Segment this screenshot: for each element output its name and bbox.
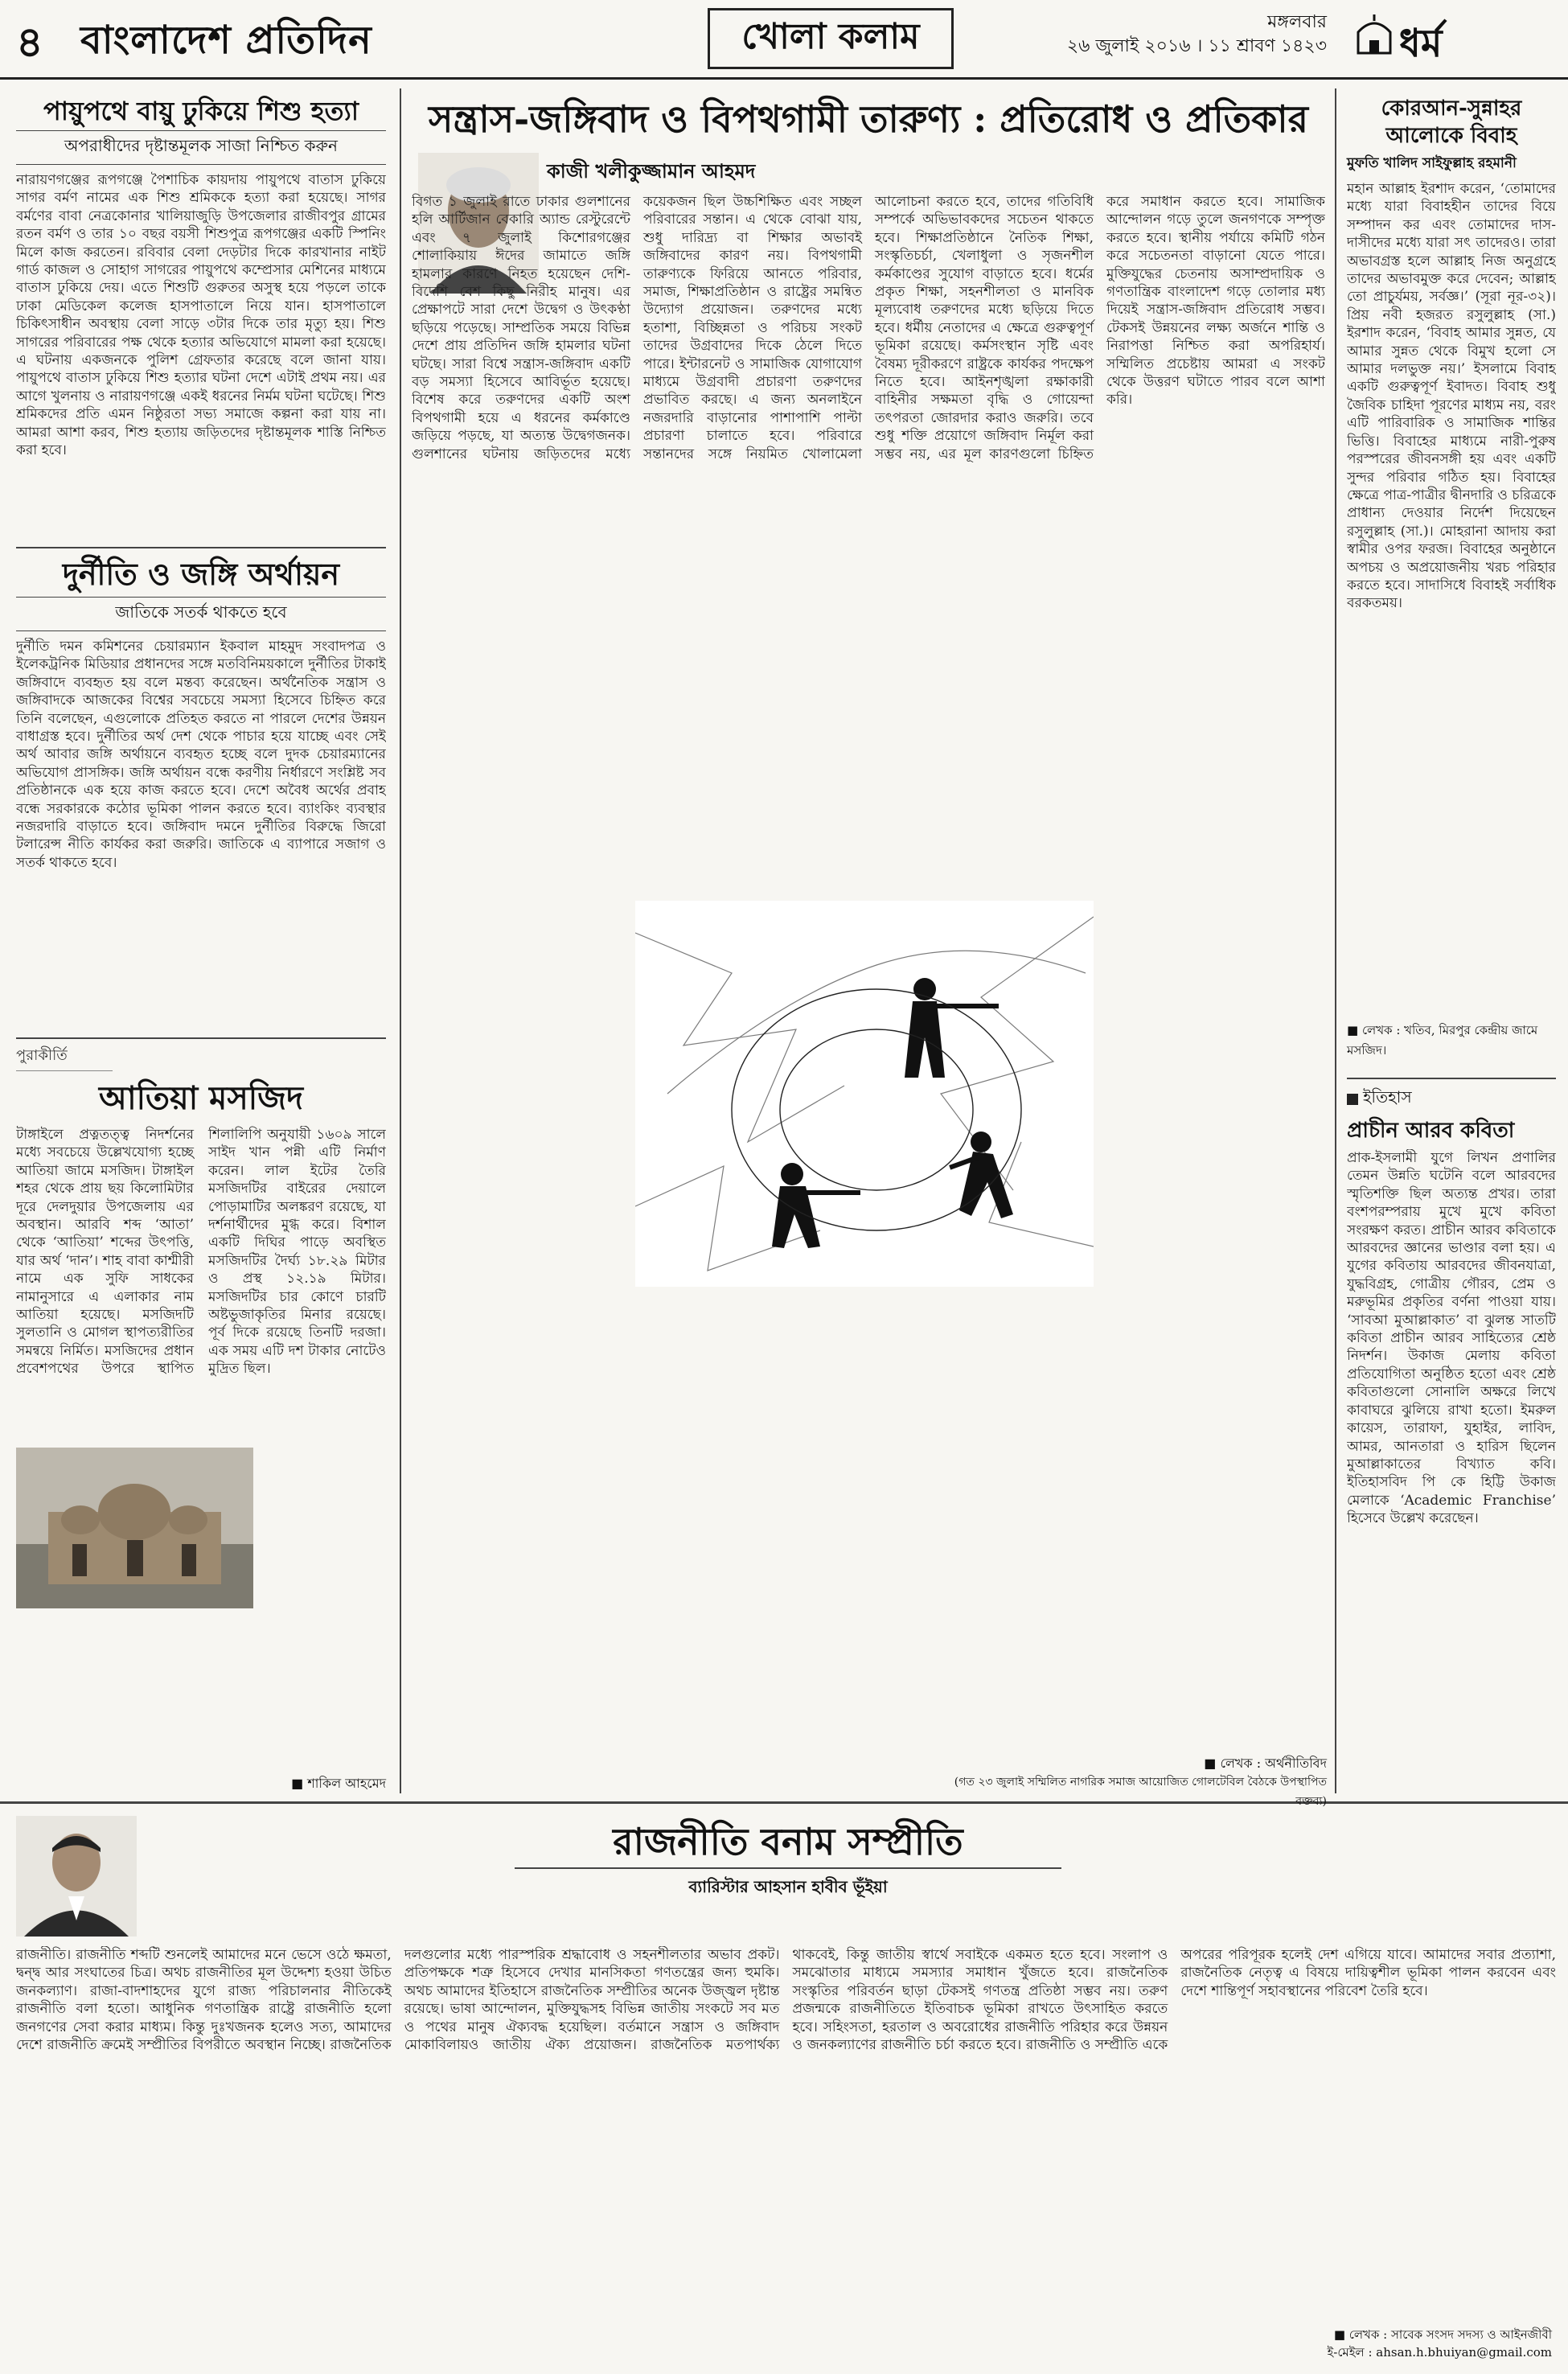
editorial-1-title: পায়ুপথে বায়ু ঢুকিয়ে শিশু হত্যা	[43, 96, 359, 126]
bottom-author-photo	[16, 1816, 137, 1937]
heritage-article	[16, 1044, 386, 1769]
religion-author-note: ■ লেখক : খতিব, মিরপুর কেন্দ্রীয় জামে মসজিদ।	[1347, 1023, 1538, 1058]
column-rule	[400, 88, 401, 1793]
lead-author-note: ■ লেখক : অর্থনীতিবিদ	[1204, 1756, 1327, 1771]
history-kicker: ইতিহাস	[1363, 1087, 1412, 1107]
religion-article	[1347, 95, 1556, 1062]
section-title: খোলা কলাম	[708, 8, 954, 69]
lead-illustration	[635, 901, 1094, 1287]
bottom-author-note: ■ লেখক : সাবেক সংসদ সদস্য ও আইনজীবী	[1333, 2327, 1552, 2342]
section-divider	[0, 1801, 1568, 1804]
bottom-title: রাজনীতি বনাম সম্প্রীতি	[515, 1819, 1061, 1869]
religion-author: মুফতি খালিদ সাইফুল্লাহ রহমানী	[1347, 155, 1517, 171]
bottom-author: ব্যারিস্টার আহসান হাবীব ভূঁইয়া	[688, 1877, 888, 1896]
atia-mosque-photo	[16, 1448, 253, 1608]
lead-footnote: (গত ২৩ জুলাই সম্মিলিত নাগরিক সমাজ আয়োজিত গোলটেবিল বৈঠকে উপস্থাপিত বক্তব্য)	[954, 1776, 1327, 1808]
lead-author: কাজী খলীকুজ্জামান আহমদ	[547, 159, 756, 183]
kicker-square-icon	[1347, 1094, 1358, 1105]
religion-title: কোরআন-সুন্নাহর আলোকে বিবাহ	[1381, 97, 1522, 148]
history-body: প্রাক-ইসলামী যুগে লিখন প্রণালির তেমন উন্নতি ঘটেনি বলে আরবদের স্মৃতিশক্তি ছিল অত্যন্ত প্রখর। তারা বংশপরম্পরায় মুখে মুখে কবিতা সংরক্ষণ করত। প্রাচীন আরব কবিতাকে আরবদের জ্ঞানের ভাণ্ডার বলা হয়। এ যুগের কবিতায় আরবদের জীবনযাত্রা, যুদ্ধবিগ্রহ, গোত্রীয় গৌরব, প্রেম ও মরুভূমির প্রকৃতির বর্ণনা পাওয়া যায়। ‘সাবআ মুআল্লাকাত’ বা ঝুলন্ত সাতটি কবিতা প্রাচীন আরব সাহিত্যের শ্রেষ্ঠ নিদর্শন। উকাজ মেলায় কবিতা প্রতিযোগিতা অনুষ্ঠিত হতো এবং শ্রেষ্ঠ কবিতাগুলো সোনালি অক্ষরে লিখে কাবাঘরে ঝুলিয়ে রাখা হতো। ইমরুল কায়েস, তারাফা, যুহাইর, লাবিদ, আমর, আনতারা ও হারিস ছিলেন মুআল্লাকাতের বিখ্যাত কবি। ইতিহাসবিদ পি কে হিট্টি উকাজ মেলাকে ‘Academic Franchise’ হিসেবে উল্লেখ করেছেন।	[1347, 1150, 1556, 1527]
editorial-2-body: দুর্নীতি দমন কমিশনের চেয়ারম্যান ইকবাল মাহমুদ সংবাদপত্র ও ইলেকট্রনিক মিডিয়ার প্রধানদের সঙ্গে মতবিনিময়কালে দুর্নীতির টাকাই জঙ্গিবাদে ব্যবহৃত হয় বলে মন্তব্য করেছেন। অর্থনৈতিক সন্ত্রাস ও জঙ্গিবাদকে আজকের বিশ্বের সবচেয়ে সমস্যা হিসেবে চিহ্নিত করে তিনি বলেছেন, এগুলোকে প্রতিহত করতে না পারলে দেশের উন্নয়ন বাধাগ্রস্ত হবে। দুর্নীতির অর্থ দেশ থেকে পাচার হয়ে যাচ্ছে এবং সেই অর্থ আবার জঙ্গি অর্থায়নে ব্যবহৃত হচ্ছে বলে দুদক চেয়ারম্যানের অভিযোগ প্রাসঙ্গিক। জঙ্গি অর্থায়ন বন্ধে করণীয় নির্ধারণে সংশ্লিষ্ট সব প্রতিষ্ঠানকে এক হয়ে কাজ করতে হবে। দেশে অবৈধ অর্থের প্রবাহ বন্ধে সরকারকে কঠোর ভূমিকা পালন করতে হবে। ব্যাংকিং ব্যবস্থার নজরদারি বাড়াতে হবে। জঙ্গিবাদ দমনে দুর্নীতির বিরুদ্ধে জিরো টলারেন্স নীতি কার্যকর করা জরুরি। জাতিকে এ ব্যাপারে সজাগ ও সতর্ক থাকতে হবে।	[16, 639, 386, 871]
history-kicker-row	[1347, 1086, 1556, 1112]
lead-title	[412, 97, 1325, 142]
editorial-1-body: নারায়ণগঞ্জের রূপগঞ্জে পৈশাচিক কায়দায় পায়ুপথে বাতাস ঢুকিয়ে সাগর বর্মণ নামের এক শিশু শ্রমিককে হত্যা করা হয়েছে। সাগর বর্মণের বাবা নেত্রকোনার খালিয়াজুড়ি উপজেলার রাজীবপুর গ্রামের রতন বর্মণ ও তার ১০ বছর বয়সী শিশুপুত্র রূপগঞ্জের একটি স্পিনিং মিলে কাজ করতেন। রবিবার বেলা দেড়টার দিকে কারখানার নাইট গার্ড কাজল ও সোহাগ সাগরের পায়ুপথে কম্প্রেসার মেশিনের মাধ্যমে বাতাস ঢুকিয়ে দেয়। এতে শিশুটি গুরুতর অসুস্থ হয়ে পড়লে তাকে ঢাকা মেডিকেল কলেজ হাসপাতালে নিয়ে যান। হাসপাতালে চিকিৎসাধীন অবস্থায় বেলা সাড়ে ৩টার দিকে তার মৃত্যু হয়। শিশু সাগরের পরিবারের পক্ষ থেকে হত্যার অভিযোগে মামলা করা হয়েছে। এ ঘটনায় একজনকে পুলিশ গ্রেফতার করেছে বলে জানা যায়। পায়ুপথে বাতাস ঢুকিয়ে শিশু হত্যার ঘটনা দেশে এটাই প্রথম নয়। এর আগে খুলনায় ও নারায়ণগঞ্জে একই ধরনের নির্মম ঘটনা ঘটেছে। শিশু শ্রমিকদের প্রতি এমন নিষ্ঠুরতা সভ্য সমাজে কল্পনা করা যায় না। আমরা আশা করব, শিশু হত্যায় জড়িতদের দৃষ্টান্তমূলক শাস্তি নিশ্চিত করা হবে।	[16, 172, 386, 459]
page-number: ৪	[16, 18, 43, 67]
history-title: প্রাচীন আরব কবিতা	[1347, 1119, 1515, 1143]
editorial-divider	[16, 547, 386, 548]
date-line: ২৬ জুলাই ২০১৬ । ১১ শ্রাবণ ১৪২৩	[1066, 36, 1327, 56]
lead-body: বিগত ১ জুলাই রাতে ঢাকার গুলশানের হলি আর্টিজান বেকারি অ্যান্ড রেস্টুরেন্টে এবং ৭ জুলাই কিশোরগঞ্জের শোলাকিয়ায় ঈদের জামাতে জঙ্গি হামলার কারণে নিহত হয়েছেন দেশি-বিদেশি বেশ কিছু নিরীহ মানুষ। এর প্রেক্ষাপটে সারা দেশে উদ্বেগ ও উৎকণ্ঠা ছড়িয়ে পড়েছে। সাম্প্রতিক সময়ে বিভিন্ন দেশে প্রায় প্রতিদিন জঙ্গি হামলার ঘটনা ঘটছে। সারা বিশ্বে সন্ত্রাস-জঙ্গিবাদ একটি বড় সমস্যা হিসেবে আবির্ভূত হয়েছে। বিশেষ করে তরুণদের একটি অংশ বিপথগামী হয়ে এ ধরনের কর্মকাণ্ডে জড়িয়ে পড়ছে, যা অত্যন্ত উদ্বেগজনক। গুলশানের ঘটনায় জড়িতদের মধ্যে কয়েকজন ছিল উচ্চশিক্ষিত এবং সচ্ছল পরিবারের সন্তান। এ থেকে বোঝা যায়, শুধু দারিদ্র্য বা শিক্ষার অভাবই জঙ্গিবাদের কারণ নয়। বিপথগামী তারুণ্যকে ফিরিয়ে আনতে পরিবার, সমাজ, শিক্ষাপ্রতিষ্ঠান ও রাষ্ট্রের সমন্বিত উদ্যোগ প্রয়োজন। তরুণদের মধ্যে হতাশা, বিচ্ছিন্নতা ও পরিচয় সংকট তাদের উগ্রবাদের দিকে ঠেলে দিতে পারে। ইন্টারনেট ও সামাজিক যোগাযোগ মাধ্যমে উগ্রবাদী প্রচারণা তরুণদের প্রভাবিত করছে। এ জন্য অনলাইনে নজরদারি বাড়ানোর পাশাপাশি পাল্টা প্রচারণা চালাতে হবে। পরিবারে সন্তানদের সঙ্গে নিয়মিত খোলামেলা আলোচনা করতে হবে, তাদের গতিবিধি সম্পর্কে অভিভাবকদের সচেতন থাকতে হবে। শিক্ষাপ্রতিষ্ঠানে নৈতিক শিক্ষা, সংস্কৃতিচর্চা, খেলাধুলা ও সৃজনশীল কর্মকাণ্ডের সুযোগ বাড়াতে হবে। ধর্মের প্রকৃত শিক্ষা, সহনশীলতা ও মানবিক মূল্যবোধ তরুণদের মধ্যে ছড়িয়ে দিতে হবে। ধর্মীয় নেতাদের এ ক্ষেত্রে গুরুত্বপূর্ণ ভূমিকা রয়েছে। কর্মসংস্থান সৃষ্টি এবং বৈষম্য দূরীকরণে রাষ্ট্রকে কার্যকর পদক্ষেপ নিতে হবে। আইনশৃঙ্খলা রক্ষাকারী বাহিনীর সক্ষমতা বৃদ্ধি ও গোয়েন্দা তৎপরতা জোরদার করাও জরুরি। তবে শুধু শক্তি প্রয়োগে জঙ্গিবাদ নির্মূল করা সম্ভব নয়, এর মূল কারণগুলো চিহ্নিত করে সমাধান করতে হবে। সামাজিক আন্দোলন গড়ে তুলে জনগণকে সম্পৃক্ত করতে হবে। স্থানীয় পর্যায়ে কমিটি গঠন করে সচেতনতা বাড়ানো যেতে পারে। মুক্তিযুদ্ধের চেতনায় অসাম্প্রদায়িক ও গণতান্ত্রিক বাংলাদেশ গড়ে তোলার মধ্য দিয়েই সন্ত্রাস-জঙ্গিবাদ প্রতিরোধ সম্ভব। টেকসই উন্নয়নের লক্ষ্য অর্জনে শান্তি ও নিরাপত্তা নিশ্চিত করা অপরিহার্য। সম্মিলিত প্রচেষ্টায় আমরা এ সংকট থেকে উত্তরণ ঘটাতে পারব বলে আশা করি।	[412, 194, 1325, 462]
editorial-2	[16, 555, 386, 1056]
right-section-title: ধর্ম	[1399, 21, 1443, 66]
editorial-divider	[16, 1037, 386, 1039]
mosque-icon	[1355, 13, 1394, 55]
editorial-2-subtitle: জাতিকে সতর্ক থাকতে হবে	[16, 597, 386, 631]
editorial-2-title: দুর্নীতি ও জঙ্গি অর্থায়ন	[62, 556, 340, 592]
editorial-1	[16, 95, 386, 493]
bottom-email: ই-মেইল : ahsan.h.bhuiyan@gmail.com	[1327, 2345, 1552, 2360]
editorial-1-subtitle: অপরাধীদের দৃষ্টান্তমূলক সাজা নিশ্চিত করুন	[16, 130, 386, 165]
column-rule	[1335, 88, 1336, 1793]
heritage-byline: ■ শাকিল আহমেদ	[291, 1776, 386, 1791]
heritage-title: আতিয়া মসজিদ	[98, 1079, 304, 1117]
religion-body: মহান আল্লাহ ইরশাদ করেন, ‘তোমাদের মধ্যে যারা বিবাহহীন তাদের বিয়ে সম্পাদন কর এবং তোমাদের দাস-দাসীদের মধ্যে যারা সৎ তাদেরও। তারা অভাবগ্রস্ত হলে আল্লাহ নিজ অনুগ্রহে তাদের অভাবমুক্ত করে দেবেন; আল্লাহ তো প্রাচুর্যময়, সর্বজ্ঞ।’ (সূরা নূর-৩২)। প্রিয় নবী হজরত রসুলুল্লাহ (সা.) ইরশাদ করেন, ‘বিবাহ আমার সুন্নত, যে আমার সুন্নত থেকে বিমুখ হলো সে আমার দলভুক্ত নয়।’ ইসলামে বিবাহ একটি গুরুত্বপূর্ণ ইবাদত। বিবাহ শুধু জৈবিক চাহিদা পূরণের মাধ্যম নয়, বরং এটি পারিবারিক ও সামাজিক শান্তির ভিত্তি। বিবাহের মাধ্যমে নারী-পুরুষ পরস্পরের জীবনসঙ্গী হয় এবং একটি সুন্দর পরিবার গঠিত হয়। বিবাহের ক্ষেত্রে পাত্র-পাত্রীর দ্বীনদারি ও চরিত্রকে প্রাধান্য দেওয়ার নির্দেশ দিয়েছেন রসুলুল্লাহ (সা.)। মোহরানা আদায় করা স্বামীর ওপর ফরজ। বিবাহের অনুষ্ঠানে অপচয় ও অপ্রয়োজনীয় খরচ পরিহার করতে হবে। সাদাসিধে বিবাহই সর্বাধিক বরকতময়।	[1347, 181, 1556, 612]
heritage-kicker: পুরাকীর্তি	[16, 1044, 113, 1071]
heritage-body: টাঙ্গাইলে প্রত্নতত্ত্ব নিদর্শনের মধ্যে সবচেয়ে উল্লেখযোগ্য হচ্ছে আতিয়া জামে মসজিদ। টাঙ্গাইল শহর থেকে প্রায় ছয় কিলোমিটার দূরে দেলদুয়ার উপজেলায় এর অবস্থান। আরবি শব্দ ‘আতা’ থেকে ‘আতিয়া’ শব্দের উৎপত্তি, যার অর্থ ‘দান’। শাহ বাবা কাশ্মীরী নামে এক সুফি সাধকের নামানুসারে এ এলাকার নাম আতিয়া হয়েছে। মসজিদটি সুলতানি ও মোগল স্থাপত্যরীতির সমন্বয়ে নির্মিত। মসজিদের প্রধান প্রবেশপথের উপরে স্থাপিত শিলালিপি অনুযায়ী ১৬০৯ সালে সাইদ খান পন্নী এটি নির্মাণ করেন। লাল ইটের তৈরি মসজিদটির বাইরের দেয়ালে পোড়ামাটির অলঙ্করণ রয়েছে, যা দর্শনার্থীদের মুগ্ধ করে। বিশাল একটি দিঘির পাড়ে অবস্থিত মসজিদটির দৈর্ঘ্য ১৮.২৯ মিটার ও প্রস্থ ১২.১৯ মিটার। মসজিদটির চার কোণে চারটি অষ্টভুজাকৃতির মিনার রয়েছে। পূর্ব দিকে রয়েছে তিনটি দরজা। এক সময় এটি দশ টাকার নোটেও মুদ্রিত ছিল।	[16, 1127, 386, 1378]
lead-title-text: সন্ত্রাস-জঙ্গিবাদ ও বিপথগামী তারুণ্য : প্রতিরোধ ও প্রতিকার	[429, 97, 1308, 141]
history-article	[1347, 1086, 1556, 1776]
religion-divider	[1347, 1078, 1556, 1079]
bottom-title-block	[515, 1819, 1061, 1902]
paper-name: বাংলাদেশ প্রতিদিন	[80, 18, 372, 63]
weekday: মঙ্গলবার	[1267, 12, 1327, 32]
bottom-body: রাজনীতি। রাজনীতি শব্দটি শুনলেই আমাদের মনে ভেসে ওঠে ক্ষমতা, দ্বন্দ্ব আর সংঘাতের চিত্র। অথচ রাজনীতির মূল উদ্দেশ্য হওয়া উচিত জনকল্যাণ। রাজা-বাদশাহদের যুগে রাজ্য পরিচালনার নীতিকেই রাজনীতি বলা হতো। আধুনিক গণতান্ত্রিক রাষ্ট্রে রাজনীতি হলো জনগণের সেবা করার মাধ্যম। কিন্তু দুঃখজনক হলেও সত্য, আমাদের দেশে রাজনীতি ক্রমেই সম্প্রীতির বিপরীতে অবস্থান নিচ্ছে। রাজনৈতিক দলগুলোর মধ্যে পারস্পরিক শ্রদ্ধাবোধ ও সহনশীলতার অভাব প্রকট। প্রতিপক্ষকে শত্রু হিসেবে দেখার মানসিকতা গণতন্ত্রের জন্য হুমকি। অথচ আমাদের ইতিহাসে রাজনৈতিক সম্প্রীতির অনেক উজ্জ্বল দৃষ্টান্ত রয়েছে। ভাষা আন্দোলন, মুক্তিযুদ্ধসহ বিভিন্ন জাতীয় সংকটে সব মত ও পথের মানুষ ঐক্যবদ্ধ হয়েছিল। বর্তমানে সন্ত্রাস ও জঙ্গিবাদ মোকাবিলায়ও জাতীয় ঐক্য প্রয়োজন। রাজনৈতিক মতপার্থক্য থাকবেই, কিন্তু জাতীয় স্বার্থে সবাইকে একমত হতে হবে। সংলাপ ও সমঝোতার মাধ্যমে সমস্যার সমাধান খুঁজতে হবে। রাজনৈতিক সংস্কৃতির পরিবর্তন ছাড়া টেকসই গণতন্ত্র প্রতিষ্ঠা সম্ভব নয়। তরুণ প্রজন্মকে রাজনীতিতে ইতিবাচক ভূমিকা রাখতে উৎসাহিত করতে হবে। সহিংসতা, হরতাল ও অবরোধের রাজনীতি পরিহার করে উন্নয়ন ও জনকল্যাণের রাজনীতি চর্চা করতে হবে। রাজনীতি ও সম্প্রীতি একে অপরের পরিপূরক হলেই দেশ এগিয়ে যাবে। আমাদের সবার প্রত্যাশা, রাজনৈতিক নেতৃত্ব এ বিষয়ে দায়িত্বশীল ভূমিকা পালন করবেন এবং দেশে শান্তিপূর্ণ সহাবস্থানের পরিবেশ তৈরি হবে।	[16, 1947, 1556, 2054]
